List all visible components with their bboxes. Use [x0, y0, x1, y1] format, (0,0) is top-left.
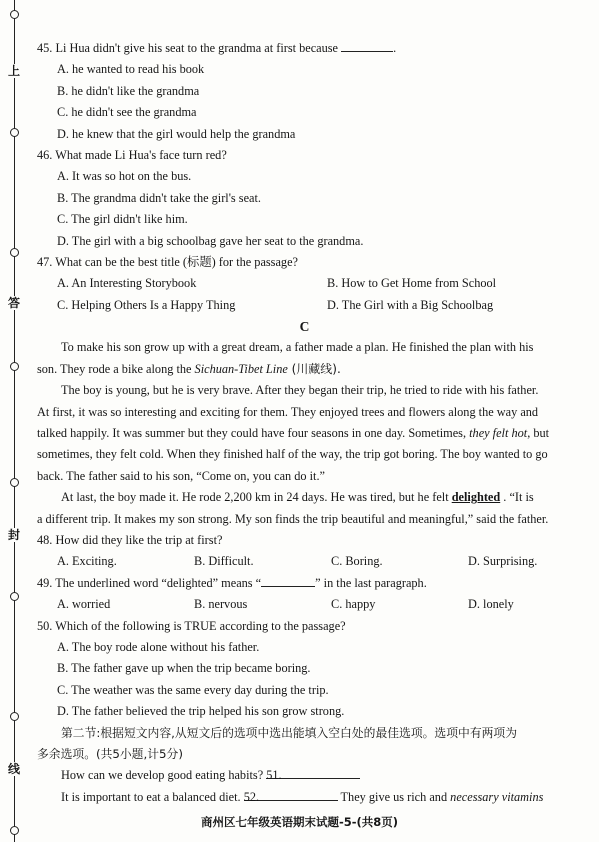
text-run: At last, the boy made it. He rode 2,200 km in 24 days. He was tired, but he felt	[61, 490, 449, 505]
page-footer: 商州区七年级英语期末试题-5-(共8页)	[200, 815, 399, 829]
emphasis-text: necessary vitamins	[450, 789, 544, 804]
section2-instruction-line2: 多余选项。(共5小题,计5分)	[37, 746, 183, 761]
option-49-d: D. lonely	[468, 597, 514, 612]
option-46-d: D. The girl with a big schoolbag gave her seat to the grandma.	[57, 233, 364, 248]
text-run: son. They rode a bike along the	[37, 361, 192, 376]
option-47-b: B. How to Get Home from School	[327, 276, 497, 291]
exam-page-content	[37, 38, 572, 808]
margin-char-shang: 上	[7, 64, 20, 78]
passage-p3-line1	[37, 487, 572, 508]
blank-number: 51.	[266, 768, 282, 783]
binding-hole	[10, 478, 19, 487]
option-47-a: A. An Interesting Storybook	[57, 276, 197, 291]
passage-p1-line1: To make his son grow up with a great dream, a father made a plan. He finished the plan with his	[61, 340, 534, 355]
passage-p2-line3	[37, 423, 572, 444]
binding-margin	[0, 0, 30, 842]
option-45-d: D. he knew that the girl would help the grandma	[57, 126, 296, 141]
section2-line2	[37, 787, 572, 808]
passage-p2-line2: At first, it was so interesting and exciting for them. They enjoyed trees and flowers along the way and	[37, 404, 539, 419]
question-stem: 49. The underlined word “delighted” means “	[37, 575, 262, 590]
options-49	[37, 594, 572, 615]
question-49	[37, 573, 572, 594]
options-47-row2	[37, 295, 572, 316]
option-47-d: D. The Girl with a Big Schoolbag	[327, 297, 494, 312]
options-47-row1	[37, 273, 572, 294]
passage-letter: C	[299, 319, 310, 335]
option-45-c: C. he didn't see the grandma	[57, 105, 197, 120]
text-run: talked happily. It was summer but they could have four seasons in one day. Sometimes,	[37, 426, 467, 441]
binding-hole	[10, 592, 19, 601]
option-46-b: B. The grandma didn't take the girl's seat.	[57, 190, 261, 205]
text-run: . “It is	[503, 490, 534, 505]
option-46-a: A. It was so hot on the bus.	[57, 169, 192, 184]
answer-blank-52	[243, 787, 338, 804]
binding-hole	[10, 128, 19, 137]
option-50-a: A. The boy rode alone without his father.	[57, 639, 260, 654]
underlined-word: delighted	[451, 490, 501, 505]
option-45-b: B. he didn't like the grandma	[57, 83, 200, 98]
option-46-c: C. The girl didn't like him.	[57, 212, 188, 227]
text-run: They give us rich and	[340, 789, 448, 804]
option-49-b: B. nervous	[194, 597, 248, 612]
margin-char-xian: 线	[7, 762, 20, 776]
passage-p2-line5: back. The father said to his son, “Come on, you can do it.”	[37, 468, 325, 483]
binding-hole	[10, 712, 19, 721]
binding-hole	[10, 248, 19, 257]
option-48-c: C. Boring.	[331, 554, 383, 569]
question-45	[37, 38, 572, 59]
option-47-c: C. Helping Others Is a Happy Thing	[57, 297, 236, 312]
passage-p3-line2: a different trip. It makes my son strong. My son finds the trip beautiful and meaningful,” said the father.	[37, 511, 549, 526]
question-50: 50. Which of the following is TRUE according to the passage?	[37, 618, 346, 633]
option-50-b: B. The father gave up when the trip became boring.	[57, 661, 311, 676]
emphasis-text: they felt hot	[469, 426, 528, 441]
section2-line1	[37, 765, 572, 786]
question-47: 47. What can be the best title (标题) for the passage?	[37, 254, 298, 269]
option-49-a: A. worried	[57, 597, 111, 612]
answer-blank	[341, 38, 393, 52]
punctuation: .	[393, 41, 397, 55]
section2-instruction-line1: 第二节:根据短文内容,从短文后的选项中选出能填入空白处的最佳选项。选项中有两项为	[61, 725, 518, 740]
options-48	[37, 551, 572, 572]
binding-hole	[10, 10, 19, 19]
binding-hole	[10, 362, 19, 371]
option-48-b: B. Difficult.	[194, 554, 254, 569]
question-48: 48. How did they like the trip at first?	[37, 532, 223, 547]
question-stem: ” in the last paragraph.	[315, 575, 427, 590]
margin-char-da: 答	[7, 296, 20, 310]
option-48-d: D. Surprising.	[468, 554, 538, 569]
answer-blank-51	[266, 765, 360, 783]
passage-p1-line2	[37, 359, 572, 380]
text-run: , but	[527, 426, 550, 441]
emphasis-text: Sichuan-Tibet Line	[194, 361, 288, 376]
margin-char-feng: 封	[7, 528, 20, 542]
option-50-d: D. The father believed the trip helped his son grow strong.	[57, 704, 345, 719]
option-48-a: A. Exciting.	[57, 554, 117, 569]
option-45-a: A. he wanted to read his book	[57, 62, 205, 77]
blank-number: 52.	[243, 789, 260, 804]
passage-p2-line4: sometimes, they felt cold. When they finished half of the way, the trip got boring. The boy wanted to go	[37, 447, 548, 462]
option-49-c: C. happy	[331, 597, 376, 612]
answer-blank	[261, 573, 315, 587]
question-stem: 45. Li Hua didn't give his seat to the grandma at first because	[37, 41, 339, 55]
text-run: It is important to eat a balanced diet.	[61, 789, 241, 804]
option-50-c: C. The weather was the same every day during the trip.	[57, 682, 329, 697]
text-run: How can we develop good eating habits?	[61, 768, 264, 783]
passage-p2-line1: The boy is young, but he is very brave. After they began their trip, he tried to ride with his father.	[61, 383, 539, 398]
text-run: (川藏线).	[287, 361, 341, 376]
question-46: 46. What made Li Hua's face turn red?	[37, 147, 227, 162]
